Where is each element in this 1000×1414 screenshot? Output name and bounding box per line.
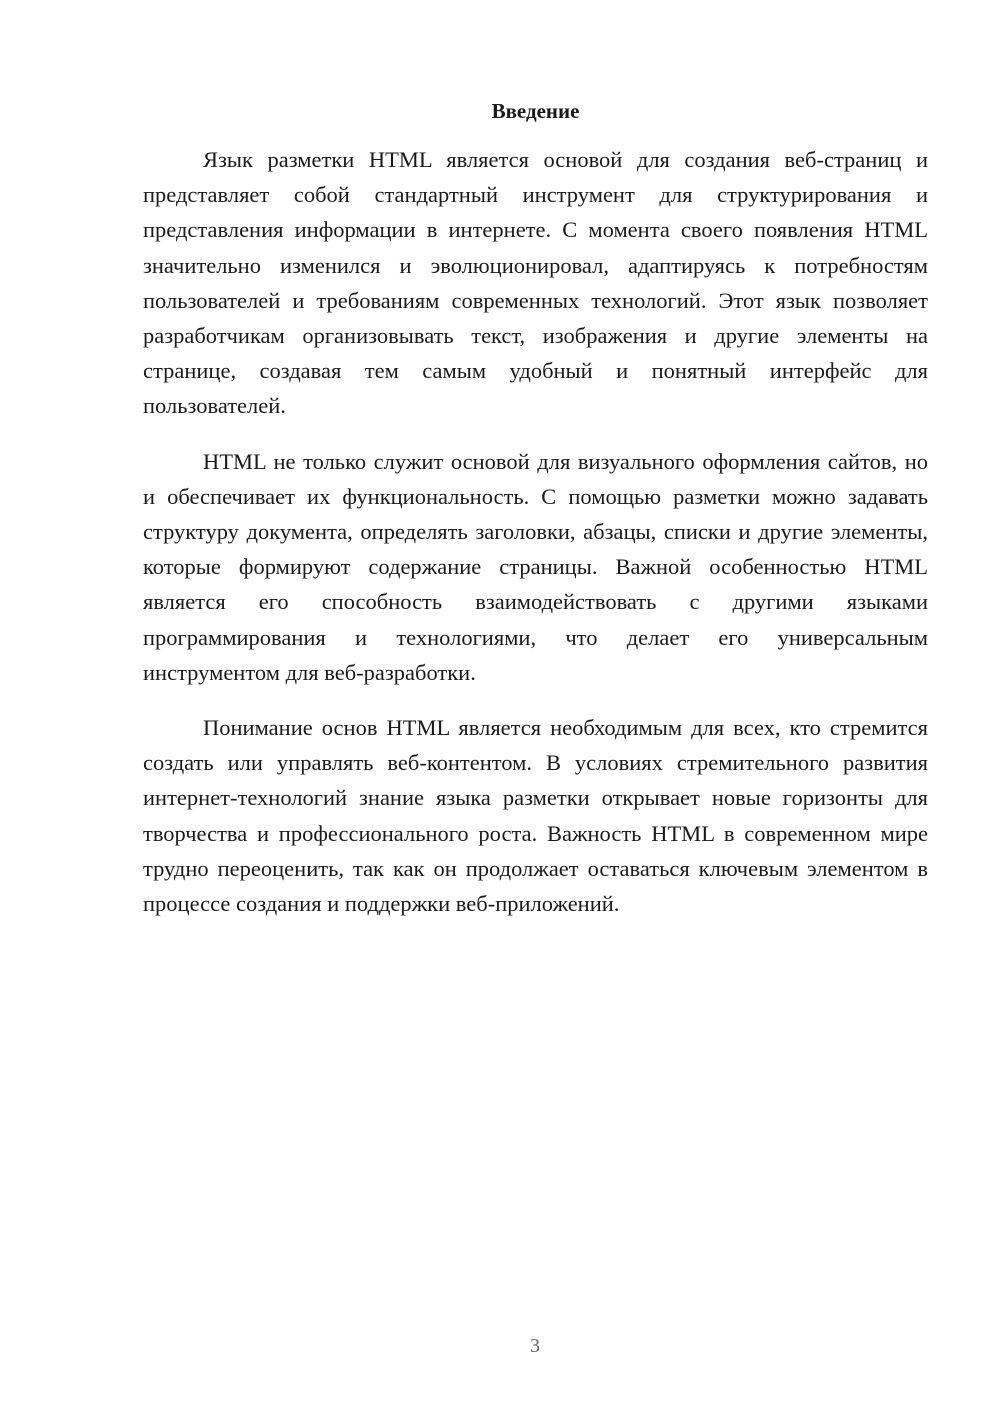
paragraph-intro: Язык разметки HTML является основой для создания веб-страниц и представляет собой стандартный инструмент для структурирования и представления информации в интернете. С момента своего появления HTML значительно изменился и эволюционировал, адаптируясь к потребностям пользователей и требованиям современных технологий. Этот язык позволяет разработчикам организовывать текст, изображения и другие элементы на странице, создавая тем самым удобный и понятный интерфейс для пользователей. [143, 147, 928, 419]
section-heading: Введение [491, 99, 580, 123]
paragraph-importance: Понимание основ HTML является необходимым для всех, кто стремится создать или управлять веб-контентом. В условиях стремительного развития интернет-технологий знание языка разметки открывает новые горизонты для творчества и профессионального роста. Важность HTML в современном мире трудно переоценить, так как он продолжает оставаться ключевым элементом в процессе создания и поддержки веб-приложений. [143, 715, 928, 917]
body-text [143, 142, 928, 941]
paragraph-functionality: HTML не только служит основой для визуального оформления сайтов, но и обеспечивает их функциональность. С помощью разметки можно задавать структуру документа, определять заголовки, абзацы, списки и другие элементы, которые формируют содержание страницы. Важной особенностью HTML является его способность взаимодействовать с другими языками программирования и технологиями, что делает его универсальным инструментом для веб-разработки. [143, 448, 928, 685]
page-number: 3 [530, 1335, 540, 1357]
